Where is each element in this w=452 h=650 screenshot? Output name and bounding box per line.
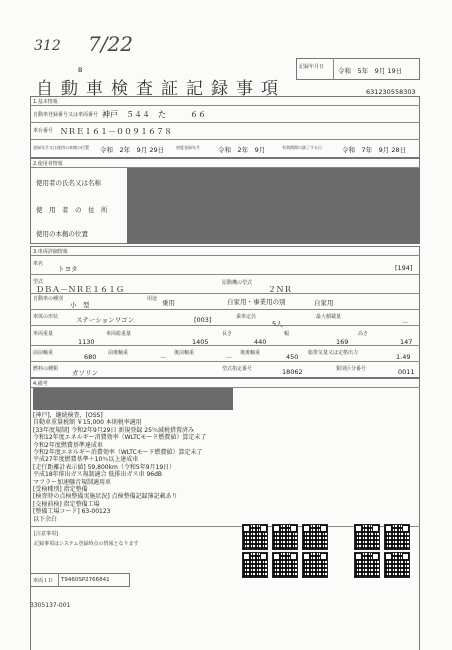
car-name-code: [194] [395,264,413,272]
divider [30,122,420,123]
expiry-label: 有効期間の満了する日 [282,145,322,150]
record-date-value: 令和 5年 9月 19日 [338,67,403,75]
class-number-value: 0011 [398,368,415,376]
user-name-label: 使用者の氏名又は名称 [36,179,101,187]
document-code: 3305137-001 [30,602,71,609]
vehicle-weight-value: 1130 [78,338,95,346]
divider [30,255,420,256]
qr-code [272,524,298,550]
basic-section-title: 1.基本情報 [33,99,58,105]
remark-line: [神戸]，継続検査，[OSS] [33,412,103,419]
remarks-list [33,412,206,523]
displacement-label: 総排気量又は定格出力 [308,350,359,356]
type-number-label: 型式指定番号 [222,366,253,372]
qr-code [384,552,410,578]
remark-line: [受検種別] 指定整備 [33,486,88,494]
remark-line: [整備工場コード] 63-00123 [33,508,111,516]
remark-line: 令和2年度燃費基準達成車 [33,441,103,449]
user-address-label: 使 用 者 の 住 所 [36,206,108,214]
private-business-value: 自家用 [314,299,334,307]
first-registration-label: 登録年月又は使用の本拠の位置 [33,145,89,150]
notes-title: [注意事項] [34,531,58,537]
qr-code [354,524,380,550]
remark-line: [検査時の点検整備実施状況] 点検整備記録簿記載あり [33,493,178,501]
rear-front-axle-value: － [226,354,233,362]
divider [30,361,420,362]
engine-value: ２ＮＲ [268,285,292,294]
vehicle-class-value: 小 型 [70,301,90,309]
capacity-value: 5人 [272,320,283,328]
remark-line: 平成27年度燃費基準＋10％以上達成車 [33,456,139,464]
notes-text: 記録事項はシステム登録時点の情報となります [34,541,139,547]
body-shape-value: ステーションワゴン [76,316,135,324]
expiry-value: 令和 7年 9月 28日 [342,146,407,154]
vehicle-id-label: 車両ＩＤ [33,578,54,584]
type-number-value: 18062 [282,368,303,376]
max-load-label: 最大積載量 [316,314,342,320]
rear-front-axle-label: 後前軸重 [174,350,195,356]
fuel-value: ガソリン [72,369,98,377]
max-load-value: － [402,319,409,327]
b-mark: B [78,66,83,74]
divider [30,345,420,346]
first-registration-value: 令和 2年 9月 29日 [100,146,165,154]
height-label: 高さ [358,331,369,337]
handwritten-number: 312 [34,38,61,54]
divider [30,309,420,310]
vehicle-id-value: T9460SP2766841 [61,577,110,583]
registration-label: 自動車登録番号又は車両番号 [33,112,99,118]
capacity-label: 乗車定員 [236,314,257,320]
vehicle-class-label: 自動車の種別 [33,296,64,302]
width-value: 169 [336,338,349,346]
qr-code [302,524,328,550]
divider [30,293,420,294]
rear-axle-value: 450 [286,353,299,361]
qr-code [242,524,268,550]
divider [333,58,334,80]
initial-registration-label: 初度登録年月 [176,145,200,150]
height-value: 147 [400,338,413,346]
remark-line: 自動車重量税額 ￥15,000 本則税率適用 [33,419,142,427]
engine-label: 原動機の型式 [222,280,253,286]
handwritten-date: 7/22 [88,32,133,56]
private-business-label: 自家用・事業用の別 [227,298,286,306]
front-rear-axle-label: 前後軸重 [108,350,129,356]
qr-code [384,524,410,550]
remark-line: マフラー加速騒音規制適用車 [33,478,112,486]
qr-code [242,552,268,578]
model-value: ＤＢＡ－ＮＲＥ１６１Ｇ [36,285,124,294]
body-shape-code: [003] [194,316,212,324]
body-shape-label: 車体の形状 [33,314,59,320]
fuel-label: 燃料の種類 [33,366,59,372]
displacement-value: 1.49 [396,353,411,361]
front-rear-axle-value: － [160,354,167,362]
initial-registration-value: 令和 2年 9月 [218,146,266,154]
model-label: 型式 [33,279,44,285]
registration-number: 神戸 ５４４ た ６６ [102,110,206,119]
gross-weight-value: 1405 [192,338,209,346]
car-name-value: トヨタ [58,265,78,273]
user-section-title: 2.使用者情報 [33,161,63,167]
width-label: 幅 [284,331,290,337]
use-value: 乗用 [162,299,175,307]
remark-line: [33年度規制] 令和2年9月29日 新規登録 25％減税措置済み [33,426,194,434]
chassis-number: ＮＲＥ１６１－００９１６７８ [60,127,172,136]
qr-code [302,552,328,578]
remark-line: 平成18年排出ガス規制適合 低排出ガス車 96dB [33,471,163,479]
remarks-section-title: 4.備考 [33,381,48,387]
usage-base-label: 使用の本拠の位置 [36,230,88,238]
remark-line: 令和2年度エネルギー消費効率（WLTCモード燃費値）算定未了 [33,449,203,457]
car-name-label: 車名 [33,261,44,267]
length-label: 長さ [222,331,233,337]
divider [58,573,59,587]
qr-code [354,552,380,578]
record-date-label: 記録年月日 [299,64,325,70]
gross-weight-label: 車両総重量 [106,331,132,337]
front-axle-value: 680 [84,353,97,361]
divider [30,325,420,326]
chassis-label: 車台番号 [33,128,54,134]
divider [30,139,420,140]
front-axle-label: 前前軸重 [33,350,54,356]
divider [30,105,420,106]
use-label: 用途 [147,296,158,302]
redaction-block [33,388,233,410]
length-value: 440 [254,338,267,346]
remark-line: [交検前検] 指定整備工場 [33,500,100,508]
redaction-block [127,168,420,244]
remark-line: 以下余白 [33,515,58,523]
remark-line: 令和12年度エネルギー消費効率（WLTCモード燃費値）算定未了 [33,434,207,442]
divider [30,274,420,275]
qr-code [272,552,298,578]
document-title: 自動車検査証記録事項 [36,79,286,99]
remark-line: [走行距離計表示値] 59,800km（令和5年9月19日） [33,463,176,471]
vehicle-weight-label: 車両重量 [33,331,54,337]
rear-axle-label: 後後軸重 [240,350,261,356]
document-number: 631230558303 [366,88,416,96]
vehicle-section-title: 3.車両詳細情報 [33,249,68,255]
class-number-label: 類別区分番号 [336,366,367,372]
